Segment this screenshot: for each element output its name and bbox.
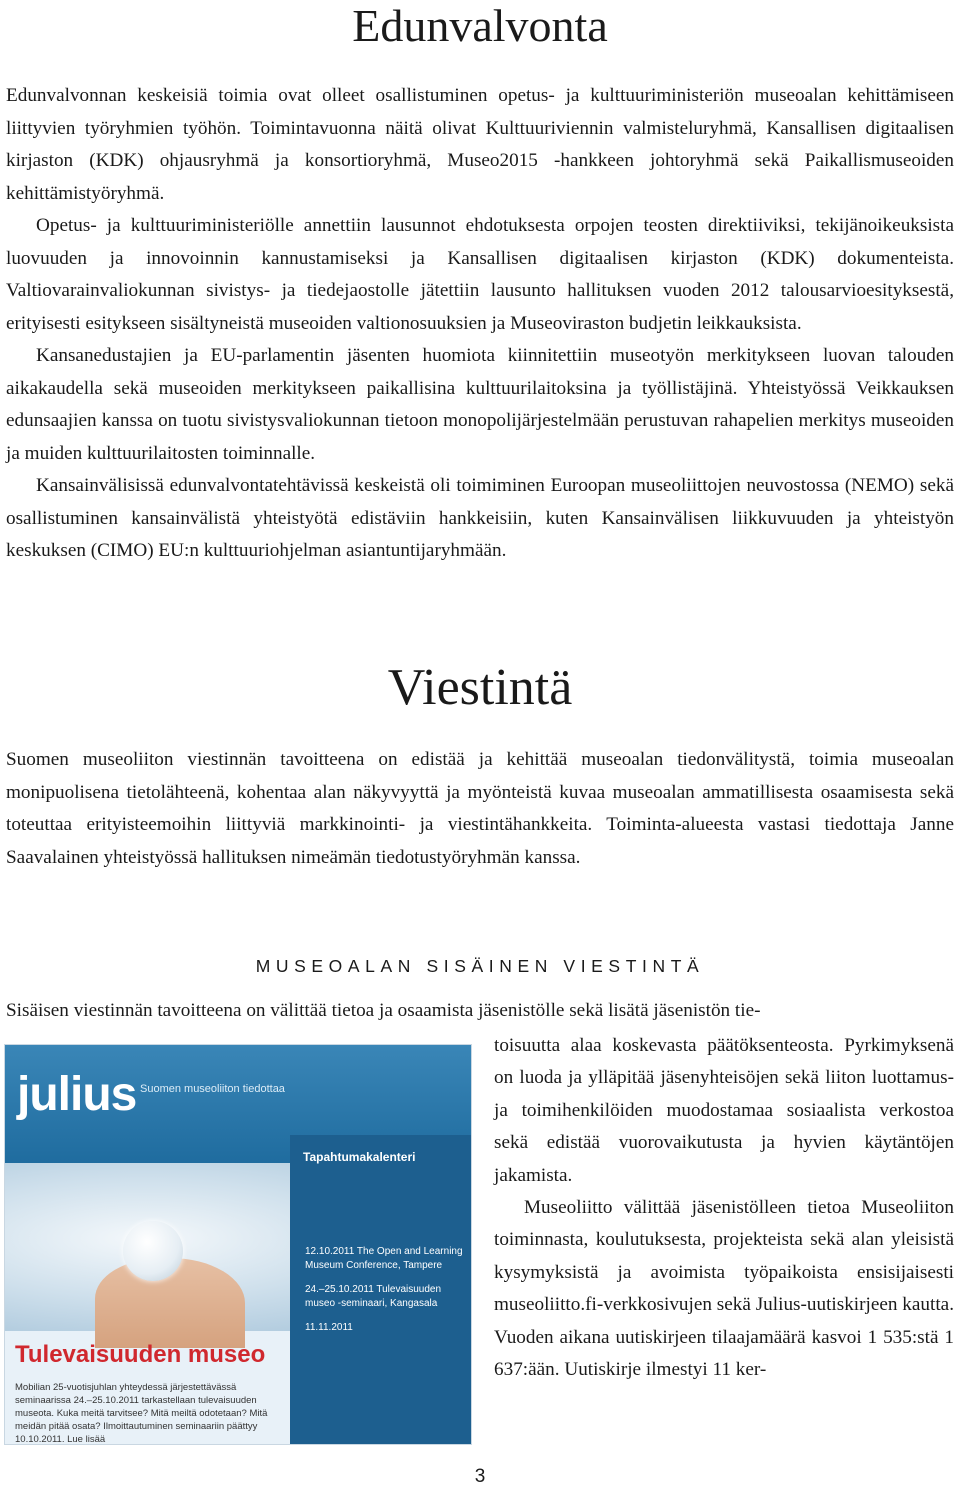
paragraph: Suomen museoliiton viestinnän tavoitteena on edistää ja kehittää museoalan tiedonvälitystä, toimia museoalan monipuolisena tietolähteenä, kohentaa alan näkyvyyttä ja myönteistä kuvaa museoalan ammatillisesta osaamisesta sekä toteuttaa erityisteemoihin liittyviä markkinointi- ja viestintähankkeita. Toiminta-alueesta vastasi tiedottaja Janne Saavalainen yhteistyössä hallituksen nimeämän tiedotustyöryhmän kanssa. <box>6 749 954 868</box>
page-number: 3 <box>474 1466 486 1487</box>
julius-logo: julius <box>17 1068 137 1121</box>
event-date: 12.10.2011 The Open and Learning Museum Conference, Tampere <box>305 1246 463 1271</box>
newsletter-headline: Tulevaisuuden museo <box>15 1341 266 1368</box>
section-body-viestinta <box>6 744 954 874</box>
newsletter-image <box>4 1044 472 1445</box>
event-box-title: Tapahtumakalenteri <box>303 1150 416 1164</box>
paragraph: Kansanedustajien ja EU-parlamentin jäsenten huomiota kiinnitettiin museotyön merkitykseen luovan talouden aikakaudella sekä museoiden merkitykseen paikallisina kulttuurilaitoksina ja työllistäjinä. Yhteistyössä Veikkauksen edunsaajien kanssa on tuotu sivistysvaliokunnan tietoon monopolijärjestelmään perustuvan rahapelien merkitys museoiden ja muiden kulttuurilaitosten toiminnalle. <box>6 345 954 464</box>
event-date: 11.11.2011 <box>305 1322 353 1333</box>
section-title-edunvalvonta: Edunvalvonta <box>352 0 608 51</box>
glowing-disc-graphic <box>123 1221 183 1281</box>
paragraph: Opetus- ja kulttuuriministeriölle annettiin lausunnot ehdotuksesta orpojen teosten direktiiviksi, tekijänoikeuksista luovuuden ja innovoinnin kannustamiseksi ja Kansallisen digitaalisen kirjaston (KDK) dokumenteista. Valtiovarainvaliokunnan sivistys- ja tiedejaostolle jätettiin lausunto hallituksen vuoden 2012 talousarvioesityksestä, erityisesti esitykseen sisältyneistä museoiden valtionosuuksien ja Museoviraston budjetin leikkauksista. <box>6 215 954 334</box>
newsletter-body: Mobilian 25-vuotisjuhlan yhteydessä järjestettävässä seminaarissa 24.–25.10.2011 tarkastellaan tulevaisuuden museota. Kuka meitä tarvitsee? Mitä meiltä odotetaan? Mitä meidän pitää osata? Ilmoittautuminen seminaariin päättyy 10.10.2011. Lue lisää <box>15 1382 268 1445</box>
subsection-title: MUSEOALAN SISÄINEN VIESTINTÄ <box>255 956 705 976</box>
paragraph: toisuutta alaa koskevasta päätöksenteosta. Pyrkimyksenä on luoda ja ylläpitää jäsenyhteisöjen sekä liiton luottamus- ja toimihenkilöiden muodostamaa sosiaalista verkostoa sekä edistää vuorovaikutusta ja hyvien käytäntöjen jakamista. <box>494 1035 954 1186</box>
paragraph: Sisäisen viestinnän tavoitteena on välittää tietoa ja osaamista jäsenistölle sekä lisätä jäsenistön tie- <box>6 1000 761 1021</box>
event-dates <box>305 1245 465 1345</box>
paragraph: Edunvalvonnan keskeisiä toimia ovat olleet osallistuminen opetus- ja kulttuuriministeriön museoalan kehittämiseen liittyvien työryhmien työhön. Toimintavuonna näitä olivat Kulttuuriviennin valmisteluryhmä, Kansallisen digitaalisen kirjaston (KDK) ohjausryhmä ja konsortioryhmä, Museo2015 -hankkeen johtoryhmä sekä Paikallismuseoiden kehittämistyöryhmä. <box>6 85 954 204</box>
subsection-body-column <box>494 1030 954 1386</box>
paragraph: Museoliitto välittää jäsenistölleen tietoa Museoliiton toiminnasta, koulutuksesta, projekteista sekä alan yleisistä kysymyksistä ja avoimista työpaikoista ensisijaisesti museoliitto.fi-verkkosivujen sekä Julius-uutiskirjeen kautta. Vuoden aikana uutiskirjeen tilaajamäärä kasvoi 1 535:stä 1 637:ään. Uutiskirje ilmestyi 11 ker- <box>494 1197 954 1381</box>
event-date: 24.–25.10.2011 Tulevaisuuden museo -seminaari, Kangasala <box>305 1284 442 1309</box>
subsection-intro <box>6 995 954 1028</box>
paragraph: Kansainvälisissä edunvalvontatehtävissä keskeistä oli toimiminen Euroopan museoliittojen neuvostossa (NEMO) sekä osallistuminen kansainvälistä yhteistyötä edistäviin hankkeisiin, kuten Kansainvälisen liikkuvuuden ja yhteistyön keskuksen (CIMO) EU:n kulttuuriohjelman asiantuntijaryhmään. <box>6 475 954 561</box>
section-title-viestinta: Viestintä <box>387 659 573 716</box>
newsletter-tagline: Suomen museoliiton tiedottaa <box>140 1083 285 1095</box>
section-body-edunvalvonta <box>6 80 954 568</box>
